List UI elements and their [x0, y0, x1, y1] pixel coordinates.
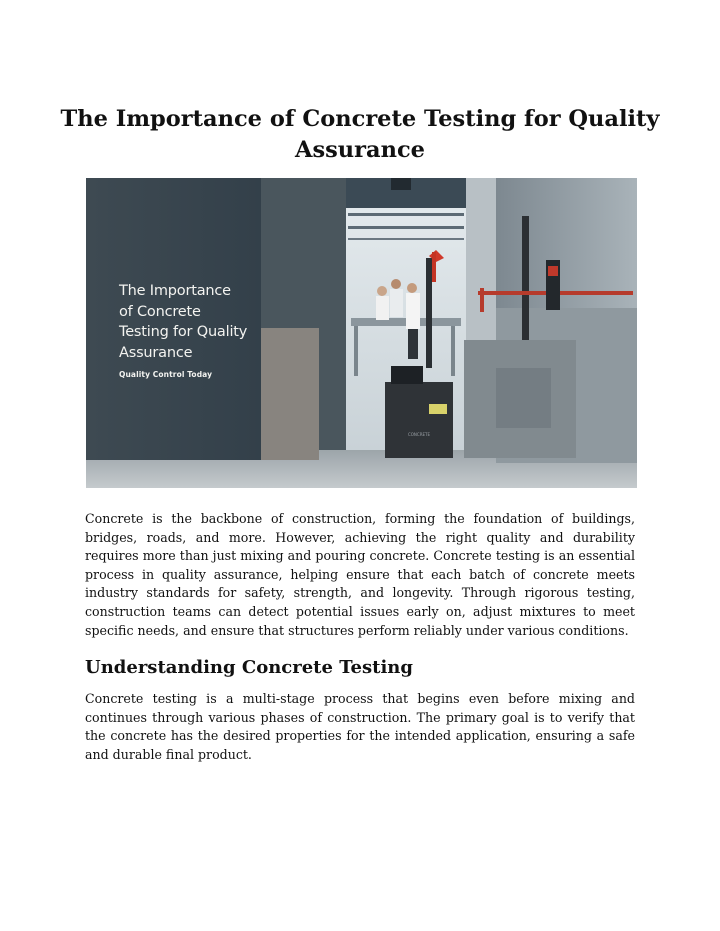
hero-image [86, 178, 637, 488]
section-heading: Understanding Concrete Testing [85, 657, 413, 678]
hero-overlay-title: The Importance of Concrete Testing for Quality Assurance [119, 283, 248, 361]
hero-overlay-subtitle: Quality Control Today [119, 370, 213, 379]
section-paragraph: Concrete testing is a multi-stage process that begins even before mixing and continues through various phases of construction. The primary goal is to verify that the concrete has the desired properties for the intended application, ensuring a safe and durable final product. [85, 691, 635, 762]
intro-paragraph: Concrete is the backbone of construction, forming the foundation of buildings, bridges, roads, and more. However, achieving the right quality and durability requires more than just mixing and pouring concrete. Concrete testing is an essential process in quality assurance, helping ensure that each batch of concrete meets industry standards for safety, strength, and longevity. Through rigorous testing, construction teams can detect potential issues early on, adjust mixtures to meet specific needs, and ensure that structures perform reliably under various conditions. [85, 511, 635, 638]
machine-label: CONCRETE [407, 432, 431, 437]
hero-overlay [119, 281, 247, 379]
page-title: The Importance of Concrete Testing for Quality Assurance [60, 106, 660, 163]
